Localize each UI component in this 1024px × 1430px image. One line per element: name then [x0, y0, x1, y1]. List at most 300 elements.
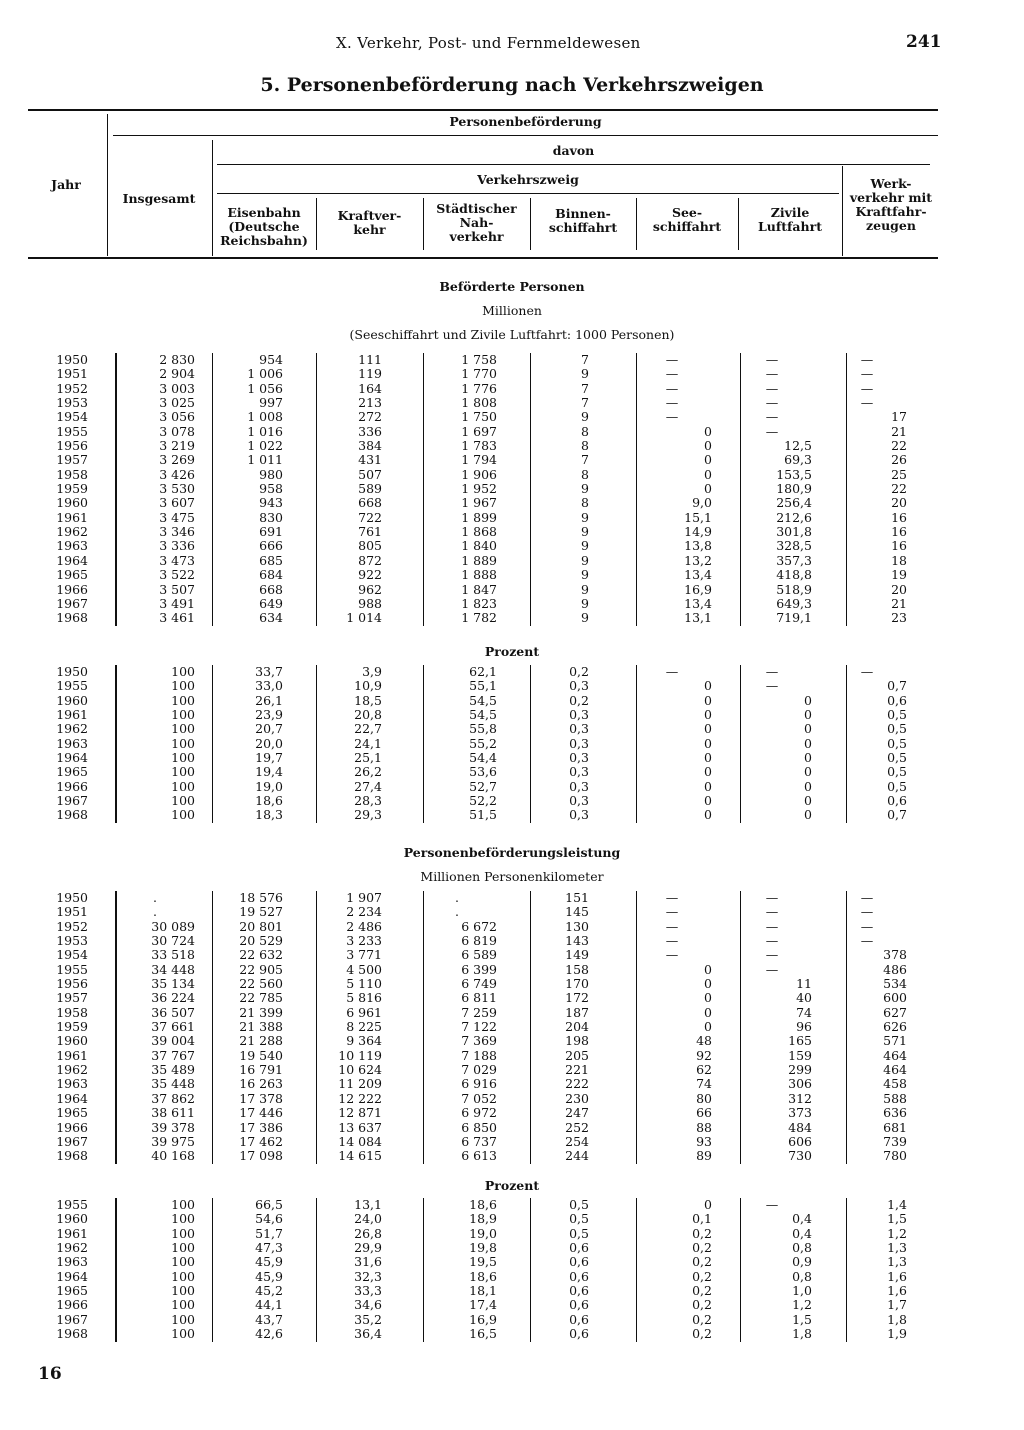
cell-luftfahrt: 0,8: [792, 1240, 812, 1256]
cell-insgesamt: 2 904: [159, 366, 195, 382]
cell-year: 1962: [56, 524, 88, 540]
cell-luftfahrt: 312: [788, 1090, 812, 1106]
cell-werkverkehr: 1,6: [887, 1268, 907, 1284]
cell-nahverkehr: 1 889: [461, 552, 497, 568]
cell-kraftverkehr: 5 816: [346, 990, 382, 1006]
cell-seeschiffahrt: 0: [704, 750, 712, 766]
cell-nahverkehr: 6 850: [461, 1119, 497, 1135]
cell-eisenbahn: 20,0: [255, 735, 283, 751]
section-body: [0, 665, 1024, 823]
column-rule: [530, 353, 531, 626]
cell-eisenbahn: 20 529: [239, 933, 283, 949]
header-nahverkehr: Städtischer Nah- verkehr: [436, 201, 517, 244]
cell-year: 1950: [56, 664, 88, 679]
cell-insgesamt: 2 830: [159, 352, 195, 367]
section-heading: Prozent: [484, 1178, 540, 1193]
cell-nahverkehr: 7 029: [461, 1062, 497, 1078]
cell-insgesamt: 100: [171, 1225, 195, 1241]
cell-eisenbahn: 17 446: [239, 1105, 283, 1121]
cell-luftfahrt: 0: [804, 764, 812, 780]
cell-year: 1964: [56, 750, 88, 766]
cell-kraftverkehr: 761: [358, 524, 382, 540]
header-eisenbahn: Eisenbahn (Deutsche Reichsbahn): [220, 205, 308, 248]
cell-year: 1958: [56, 466, 88, 482]
cell-werkverkehr: —: [860, 904, 874, 920]
header-luftfahrt: Zivile Luftfahrt: [758, 205, 822, 234]
cell-year: 1957: [56, 990, 88, 1006]
cell-werkverkehr: —: [860, 366, 874, 382]
cell-luftfahrt: —: [765, 1197, 779, 1212]
cell-nahverkehr: 1 794: [461, 452, 497, 468]
cell-eisenbahn: 45,9: [255, 1254, 283, 1270]
cell-seeschiffahrt: 0: [704, 1004, 712, 1020]
cell-insgesamt: 100: [171, 678, 195, 694]
cell-werkverkehr: 23: [891, 610, 907, 626]
cell-eisenbahn: 17 386: [239, 1119, 283, 1135]
table-row: [0, 1049, 1024, 1063]
cell-nahverkehr: 6 737: [461, 1133, 497, 1149]
cell-insgesamt: 100: [171, 692, 195, 708]
table-row: [0, 554, 1024, 568]
cell-werkverkehr: 0,7: [887, 807, 907, 823]
table-row: [0, 453, 1024, 467]
table-row: [0, 382, 1024, 396]
cell-nahverkehr: 1 808: [461, 395, 497, 411]
cell-kraftverkehr: 805: [358, 538, 382, 554]
cell-luftfahrt: 0: [804, 750, 812, 766]
cell-year: 1953: [56, 933, 88, 949]
column-rule: [115, 665, 117, 823]
table-row: [0, 396, 1024, 410]
cell-binnenschiffahrt: 247: [565, 1105, 589, 1121]
table-row: [0, 1106, 1024, 1120]
cell-insgesamt: 37 661: [151, 1019, 195, 1035]
cell-eisenbahn: 649: [259, 595, 283, 611]
cell-nahverkehr: 18,6: [469, 1268, 497, 1284]
cell-werkverkehr: 21: [891, 423, 907, 439]
cell-eisenbahn: 18 576: [239, 890, 283, 905]
cell-werkverkehr: 378: [883, 947, 907, 963]
cell-luftfahrt: 0,8: [792, 1268, 812, 1284]
cell-eisenbahn: 997: [259, 395, 283, 411]
cell-insgesamt: 3 475: [159, 509, 195, 525]
cell-nahverkehr: 1 782: [461, 610, 497, 626]
cell-nahverkehr: 1 783: [461, 438, 497, 454]
cell-eisenbahn: 22 785: [239, 990, 283, 1006]
cell-seeschiffahrt: 0: [704, 438, 712, 454]
cell-year: 1962: [56, 1240, 88, 1256]
cell-seeschiffahrt: 13,8: [684, 538, 712, 554]
cell-year: 1958: [56, 1004, 88, 1020]
cell-kraftverkehr: 10 624: [338, 1062, 382, 1078]
cell-year: 1965: [56, 1105, 88, 1121]
cell-seeschiffahrt: 13,4: [684, 567, 712, 583]
cell-werkverkehr: 1,6: [887, 1283, 907, 1299]
cell-seeschiffahrt: —: [665, 409, 679, 425]
cell-luftfahrt: 719,1: [776, 610, 812, 626]
column-rule: [316, 353, 317, 626]
cell-insgesamt: 100: [171, 793, 195, 809]
cell-year: 1961: [56, 1225, 88, 1241]
cell-werkverkehr: 571: [883, 1033, 907, 1049]
cell-kraftverkehr: 28,3: [354, 793, 382, 809]
cell-binnenschiffahrt: 7: [581, 395, 589, 411]
cell-luftfahrt: 606: [788, 1133, 812, 1149]
cell-kraftverkehr: 13,1: [354, 1197, 382, 1212]
cell-nahverkehr: 7 122: [461, 1019, 497, 1035]
cell-kraftverkehr: 4 500: [346, 961, 382, 977]
cell-binnenschiffahrt: 143: [565, 933, 589, 949]
cell-werkverkehr: —: [860, 352, 874, 367]
cell-eisenbahn: 23,9: [255, 707, 283, 723]
cell-luftfahrt: 0: [804, 735, 812, 751]
cell-nahverkehr: 16,5: [469, 1326, 497, 1342]
cell-binnenschiffahrt: 0,2: [569, 664, 589, 679]
cell-seeschiffahrt: 0: [704, 1197, 712, 1212]
cell-nahverkehr: 1 840: [461, 538, 497, 554]
cell-year: 1963: [56, 1254, 88, 1270]
cell-insgesamt: 33 518: [151, 947, 195, 963]
cell-insgesamt: 100: [171, 735, 195, 751]
page-number: 241: [906, 32, 942, 52]
cell-werkverkehr: 626: [883, 1019, 907, 1035]
cell-nahverkehr: 1 888: [461, 567, 497, 583]
cell-binnenschiffahrt: 8: [581, 438, 589, 454]
cell-luftfahrt: 306: [788, 1076, 812, 1092]
cell-kraftverkehr: 3 233: [346, 933, 382, 949]
cell-seeschiffahrt: 0: [704, 990, 712, 1006]
cell-year: 1959: [56, 1019, 88, 1035]
cell-nahverkehr: 1 697: [461, 423, 497, 439]
cell-insgesamt: 36 224: [151, 990, 195, 1006]
cell-werkverkehr: 486: [883, 961, 907, 977]
table-row: [0, 525, 1024, 539]
cell-eisenbahn: 1 022: [247, 438, 283, 454]
cell-insgesamt: 100: [171, 707, 195, 723]
cell-nahverkehr: 1 770: [461, 366, 497, 382]
cell-eisenbahn: 17 378: [239, 1090, 283, 1106]
table-row: [0, 1227, 1024, 1241]
section-heading: Beförderte Personen: [439, 279, 585, 294]
cell-seeschiffahrt: 0,2: [692, 1225, 712, 1241]
cell-binnenschiffahrt: 9: [581, 409, 589, 425]
cell-year: 1965: [56, 567, 88, 583]
cell-seeschiffahrt: 0: [704, 707, 712, 723]
cell-nahverkehr: 6 672: [461, 918, 497, 934]
cell-werkverkehr: —: [860, 395, 874, 411]
cell-eisenbahn: 1 011: [247, 452, 283, 468]
cell-binnenschiffahrt: 0,3: [569, 707, 589, 723]
cell-luftfahrt: 0: [804, 692, 812, 708]
cell-seeschiffahrt: 9,0: [692, 495, 712, 511]
cell-binnenschiffahrt: 0,6: [569, 1311, 589, 1327]
cell-year: 1961: [56, 707, 88, 723]
cell-eisenbahn: 634: [259, 610, 283, 626]
cell-insgesamt: 3 461: [159, 610, 195, 626]
cell-luftfahrt: 0: [804, 707, 812, 723]
table-row: [0, 1198, 1024, 1212]
cell-insgesamt: 39 378: [151, 1119, 195, 1135]
cell-kraftverkehr: 431: [358, 452, 382, 468]
table-row: [0, 511, 1024, 525]
cell-binnenschiffahrt: 0,6: [569, 1297, 589, 1313]
cell-seeschiffahrt: —: [665, 380, 679, 396]
cell-seeschiffahrt: 13,1: [684, 610, 712, 626]
cell-seeschiffahrt: —: [665, 933, 679, 949]
cell-nahverkehr: 17,4: [469, 1297, 497, 1313]
cell-werkverkehr: 1,3: [887, 1254, 907, 1270]
cell-nahverkehr: 1 906: [461, 466, 497, 482]
cell-insgesamt: 35 134: [151, 976, 195, 992]
rule-top: [28, 109, 938, 111]
cell-werkverkehr: 1,3: [887, 1240, 907, 1256]
cell-eisenbahn: 958: [259, 481, 283, 497]
cell-werkverkehr: 18: [891, 552, 907, 568]
cell-year: 1955: [56, 423, 88, 439]
cell-year: 1954: [56, 409, 88, 425]
table-row: [0, 1313, 1024, 1327]
table-row: [0, 963, 1024, 977]
cell-year: 1950: [56, 352, 88, 367]
running-head: X. Verkehr, Post- und Fernmeldewesen: [336, 34, 641, 52]
cell-year: 1964: [56, 1268, 88, 1284]
cell-binnenschiffahrt: 149: [565, 947, 589, 963]
cell-luftfahrt: 0: [804, 721, 812, 737]
cell-insgesamt: 39 004: [151, 1033, 195, 1049]
cell-seeschiffahrt: —: [665, 395, 679, 411]
table-row: [0, 722, 1024, 736]
cell-nahverkehr: 7 188: [461, 1047, 497, 1063]
cell-nahverkehr: 7 259: [461, 1004, 497, 1020]
cell-kraftverkehr: 589: [358, 481, 382, 497]
table-row: [0, 1298, 1024, 1312]
cell-year: 1962: [56, 1062, 88, 1078]
cell-eisenbahn: 17 098: [239, 1148, 283, 1164]
cell-kraftverkehr: 36,4: [354, 1326, 382, 1342]
cell-werkverkehr: 0,5: [887, 778, 907, 794]
cell-year: 1961: [56, 509, 88, 525]
header-verkehrszweig: Verkehrszweig: [477, 172, 579, 187]
cell-eisenbahn: 16 791: [239, 1062, 283, 1078]
cell-eisenbahn: 18,3: [255, 807, 283, 823]
cell-insgesamt: 100: [171, 807, 195, 823]
cell-seeschiffahrt: 0: [704, 735, 712, 751]
cell-seeschiffahrt: 0: [704, 976, 712, 992]
cell-year: 1955: [56, 1197, 88, 1212]
cell-werkverkehr: 636: [883, 1105, 907, 1121]
cell-kraftverkehr: 722: [358, 509, 382, 525]
cell-year: 1952: [56, 918, 88, 934]
cell-seeschiffahrt: 89: [696, 1148, 712, 1164]
cell-year: 1968: [56, 1326, 88, 1342]
cell-luftfahrt: 518,9: [776, 581, 812, 597]
cell-seeschiffahrt: —: [665, 352, 679, 367]
section-heading: Prozent: [484, 644, 540, 659]
cell-kraftverkehr: 164: [358, 380, 382, 396]
cell-eisenbahn: 1 006: [247, 366, 283, 382]
cell-luftfahrt: 0: [804, 793, 812, 809]
cell-eisenbahn: 17 462: [239, 1133, 283, 1149]
column-rule: [740, 891, 741, 1164]
cell-kraftverkehr: 26,2: [354, 764, 382, 780]
table-row: [0, 679, 1024, 693]
cell-luftfahrt: 1,2: [792, 1297, 812, 1313]
cell-insgesamt: 3 522: [159, 567, 195, 583]
cell-binnenschiffahrt: 0,6: [569, 1268, 589, 1284]
cell-eisenbahn: 19 527: [239, 904, 283, 920]
column-rule: [636, 665, 637, 823]
cell-insgesamt: 3 491: [159, 595, 195, 611]
cell-insgesamt: 39 975: [151, 1133, 195, 1149]
cell-binnenschiffahrt: 7: [581, 352, 589, 367]
cell-year: 1959: [56, 481, 88, 497]
cell-luftfahrt: 301,8: [776, 524, 812, 540]
cell-eisenbahn: 45,2: [255, 1283, 283, 1299]
table-row: [0, 568, 1024, 582]
cell-nahverkehr: 6 916: [461, 1076, 497, 1092]
cell-seeschiffahrt: 0,2: [692, 1240, 712, 1256]
cell-nahverkehr: 54,4: [469, 750, 497, 766]
cell-eisenbahn: 20 801: [239, 918, 283, 934]
column-rule: [740, 665, 741, 823]
cell-kraftverkehr: 988: [358, 595, 382, 611]
cell-binnenschiffahrt: 0,3: [569, 678, 589, 694]
cell-werkverkehr: 1,2: [887, 1225, 907, 1241]
cell-kraftverkehr: 922: [358, 567, 382, 583]
cell-luftfahrt: 256,4: [776, 495, 812, 511]
cell-werkverkehr: 0,5: [887, 750, 907, 766]
cell-year: 1962: [56, 721, 88, 737]
cell-binnenschiffahrt: 9: [581, 595, 589, 611]
cell-eisenbahn: 666: [259, 538, 283, 554]
cell-eisenbahn: 43,7: [255, 1311, 283, 1327]
cell-nahverkehr: 55,1: [469, 678, 497, 694]
cell-kraftverkehr: 10 119: [338, 1047, 382, 1063]
cell-year: 1952: [56, 380, 88, 396]
header-binnenschiffahrt: Binnen- schiffahrt: [548, 206, 618, 235]
cell-binnenschiffahrt: 9: [581, 538, 589, 554]
cell-werkverkehr: 20: [891, 581, 907, 597]
cell-eisenbahn: 21 388: [239, 1019, 283, 1035]
cell-luftfahrt: —: [765, 678, 779, 694]
cell-nahverkehr: 52,2: [469, 793, 497, 809]
cell-kraftverkehr: 272: [358, 409, 382, 425]
cell-seeschiffahrt: 0,1: [692, 1211, 712, 1227]
cell-nahverkehr: 7 369: [461, 1033, 497, 1049]
table-row: [0, 1241, 1024, 1255]
cell-year: 1960: [56, 1033, 88, 1049]
cell-binnenschiffahrt: 0,5: [569, 1211, 589, 1227]
cell-seeschiffahrt: 13,2: [684, 552, 712, 568]
cell-kraftverkehr: 213: [358, 395, 382, 411]
cell-kraftverkehr: 962: [358, 581, 382, 597]
cell-seeschiffahrt: 0,2: [692, 1311, 712, 1327]
cell-luftfahrt: 299: [788, 1062, 812, 1078]
cell-nahverkehr: 6 811: [461, 990, 497, 1006]
cell-seeschiffahrt: 0: [704, 466, 712, 482]
cell-eisenbahn: 1 008: [247, 409, 283, 425]
cell-kraftverkehr: 18,5: [354, 692, 382, 708]
cell-werkverkehr: 534: [883, 976, 907, 992]
cell-year: 1968: [56, 610, 88, 626]
cell-year: 1957: [56, 452, 88, 468]
cell-insgesamt: 100: [171, 1240, 195, 1256]
cell-kraftverkehr: 1 907: [346, 890, 382, 905]
cell-kraftverkehr: 384: [358, 438, 382, 454]
cell-werkverkehr: —: [860, 933, 874, 949]
cell-nahverkehr: 18,1: [469, 1283, 497, 1299]
cell-seeschiffahrt: —: [665, 918, 679, 934]
cell-werkverkehr: 780: [883, 1148, 907, 1164]
cell-seeschiffahrt: 0: [704, 807, 712, 823]
cell-luftfahrt: 12,5: [784, 438, 812, 454]
table-row: [0, 410, 1024, 424]
column-rule: [316, 665, 317, 823]
cell-kraftverkehr: 3,9: [362, 664, 382, 679]
cell-werkverkehr: 26: [891, 452, 907, 468]
cell-kraftverkehr: 33,3: [354, 1283, 382, 1299]
cell-eisenbahn: 42,6: [255, 1326, 283, 1342]
cell-luftfahrt: 730: [788, 1148, 812, 1164]
cell-seeschiffahrt: 0: [704, 778, 712, 794]
cell-year: 1968: [56, 807, 88, 823]
cell-insgesamt: 3 426: [159, 466, 195, 482]
cell-werkverkehr: 681: [883, 1119, 907, 1135]
cell-werkverkehr: 17: [891, 409, 907, 425]
cell-werkverkehr: 20: [891, 495, 907, 511]
section-body: [0, 1198, 1024, 1341]
cell-seeschiffahrt: 92: [696, 1047, 712, 1063]
cell-kraftverkehr: 2 486: [346, 918, 382, 934]
table-row: [0, 751, 1024, 765]
cell-year: 1966: [56, 1297, 88, 1313]
table-row: [0, 934, 1024, 948]
column-rule: [740, 353, 741, 626]
cell-seeschiffahrt: 0: [704, 1019, 712, 1035]
cell-werkverkehr: 1,4: [887, 1197, 907, 1212]
cell-seeschiffahrt: 14,9: [684, 524, 712, 540]
table-row: [0, 353, 1024, 367]
cell-nahverkehr: 1 776: [461, 380, 497, 396]
cell-binnenschiffahrt: 151: [565, 890, 589, 905]
column-rule: [636, 1198, 637, 1342]
cell-werkverkehr: 16: [891, 509, 907, 525]
cell-nahverkehr: 1 952: [461, 481, 497, 497]
cell-seeschiffahrt: 15,1: [684, 509, 712, 525]
cell-nahverkehr: 18,6: [469, 1197, 497, 1212]
cell-eisenbahn: 21 399: [239, 1004, 283, 1020]
cell-binnenschiffahrt: 221: [565, 1062, 589, 1078]
cell-binnenschiffahrt: 0,3: [569, 764, 589, 780]
cell-luftfahrt: 74: [796, 1004, 812, 1020]
cell-year: 1956: [56, 438, 88, 454]
cell-year: 1964: [56, 1090, 88, 1106]
table-row: [0, 1149, 1024, 1163]
cell-seeschiffahrt: 0,2: [692, 1326, 712, 1342]
table-row: [0, 977, 1024, 991]
cell-binnenschiffahrt: 0,3: [569, 778, 589, 794]
section-unit: Millionen Personenkilometer: [420, 869, 604, 884]
cell-eisenbahn: 20,7: [255, 721, 283, 737]
cell-luftfahrt: 153,5: [776, 466, 812, 482]
cell-eisenbahn: 691: [259, 524, 283, 540]
cell-binnenschiffahrt: 9: [581, 567, 589, 583]
cell-luftfahrt: 418,8: [776, 567, 812, 583]
cell-binnenschiffahrt: 170: [565, 976, 589, 992]
cell-luftfahrt: 180,9: [776, 481, 812, 497]
cell-binnenschiffahrt: 9: [581, 610, 589, 626]
cell-nahverkehr: 6 819: [461, 933, 497, 949]
